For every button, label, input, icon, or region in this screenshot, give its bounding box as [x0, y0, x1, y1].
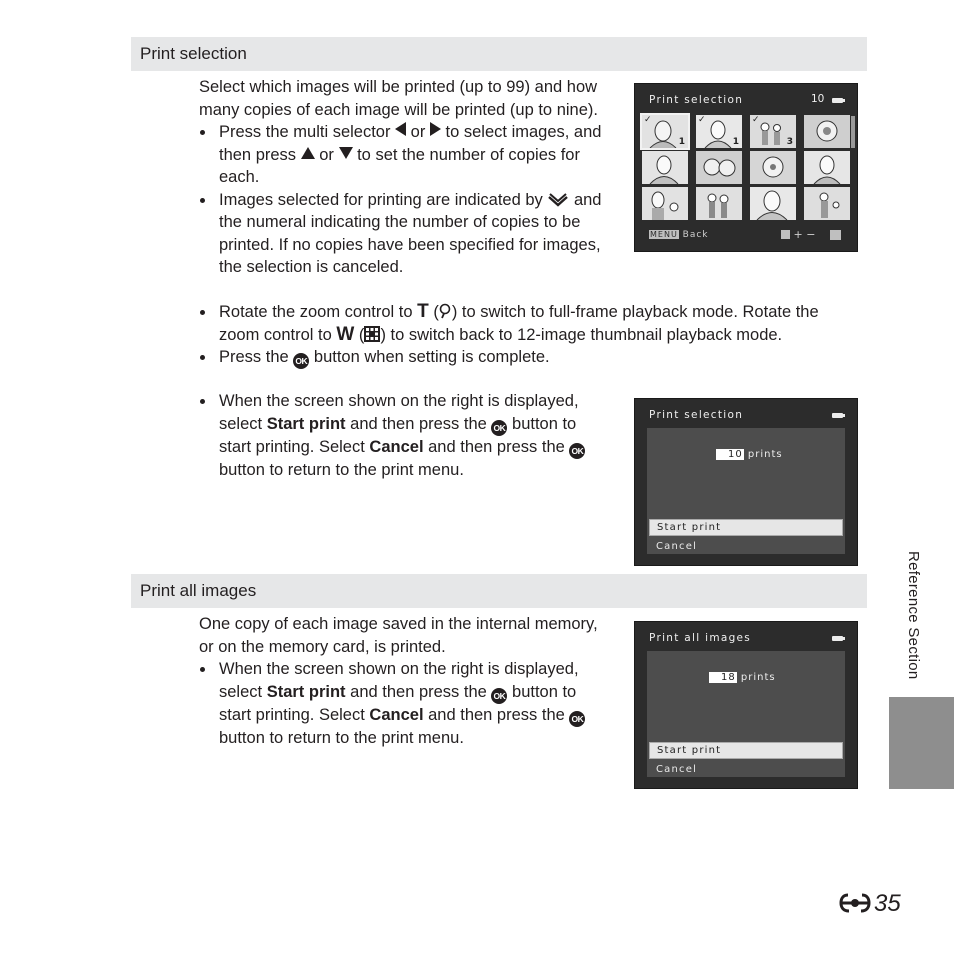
thumbnail[interactable] — [750, 115, 796, 148]
ok-button-icon: OK — [569, 443, 585, 459]
down-arrow-icon — [339, 147, 353, 159]
camera-screen-thumbnails — [634, 83, 858, 252]
section-heading-text: Print selection — [140, 44, 247, 63]
ok-button-icon: OK — [569, 711, 585, 727]
magnifier-icon — [830, 230, 841, 240]
flower-image — [696, 151, 742, 184]
section-heading-text: Print all images — [140, 581, 257, 600]
scrollbar[interactable] — [851, 116, 855, 148]
bullet-text: to set the number of copies for each. — [219, 145, 580, 186]
screen-title: Print selection — [649, 409, 744, 421]
cancel-option[interactable]: Cancel — [656, 541, 698, 552]
bullet-text: and then press the — [428, 705, 565, 724]
camera-screen-print-selection — [634, 398, 858, 566]
bullet-text: and the numeral indicating the number of copies to be printed. If no copies have been specified for images, the selection is canceled. — [219, 190, 602, 276]
bullet-text: Images selected for printing are indicated by — [219, 190, 543, 209]
bullet-selected-indicator — [199, 189, 604, 279]
cancel-option[interactable]: Cancel — [656, 764, 698, 775]
portrait-image — [642, 187, 688, 220]
portrait-image — [642, 151, 688, 184]
thumbnail[interactable] — [642, 187, 688, 220]
up-arrow-icon — [301, 147, 315, 159]
back-hint — [649, 230, 709, 240]
copy-count: 1 — [678, 137, 685, 147]
print-count — [716, 449, 783, 460]
family-image — [804, 187, 850, 220]
menu-button-icon: MENU — [650, 230, 678, 239]
ok-button-icon: OK — [491, 420, 507, 436]
section1-body — [199, 76, 604, 279]
bullet-multi-selector — [199, 121, 604, 189]
bullet-text: or — [319, 145, 334, 164]
thumbnail-grid — [640, 112, 848, 222]
zoom-symbols: + − — [793, 228, 816, 241]
thumbnail[interactable] — [804, 187, 850, 220]
thumbnail[interactable] — [696, 115, 742, 148]
section-heading-print-selection — [131, 37, 867, 71]
section2-intro: One copy of each image saved in the internal memory, or on the memory card, is printed. — [199, 615, 598, 656]
zoom-hint — [781, 228, 815, 241]
print-count — [709, 672, 776, 683]
thumbnail[interactable] — [696, 151, 742, 184]
bullet-text: button to start printing. Select — [219, 682, 577, 724]
battery-icon — [832, 413, 843, 418]
start-print-term: Start print — [266, 682, 346, 701]
family-image — [696, 187, 742, 220]
right-arrow-icon — [430, 122, 441, 136]
thumbnail-grid-icon — [364, 326, 380, 342]
flower-image — [750, 151, 796, 184]
screen-count: 10 — [811, 93, 825, 105]
bullet-start-print — [199, 658, 609, 749]
start-print-option[interactable]: Start print — [649, 519, 843, 536]
zoom-t-label: T — [417, 301, 429, 322]
section-thumb-tab — [889, 697, 954, 789]
section-heading-print-all — [131, 574, 867, 608]
bullet-text: button when setting is complete. — [313, 348, 550, 366]
camera-screen-print-all — [634, 621, 858, 789]
print-count-value: 18 — [709, 672, 737, 683]
page-number-value: 35 — [874, 890, 901, 917]
flower-image — [804, 115, 850, 148]
cancel-term: Cancel — [369, 705, 424, 724]
bullet-zoom-control: Rotate the zoom control to T ( ) to switch to full-frame playback mode. Rotate the zoom control to W ( ) to switch back to 12-image thumbnail playback mode. — [199, 301, 849, 346]
bullet-text: button to return to the print menu. — [219, 728, 464, 747]
start-print-option[interactable]: Start print — [649, 742, 843, 759]
bullet-text: When the screen shown on the right is displayed, select — [219, 660, 579, 701]
battery-icon — [832, 636, 843, 641]
thumbnail[interactable] — [804, 151, 850, 184]
thumbnail[interactable] — [642, 115, 688, 148]
zoom-w-label: W — [336, 323, 355, 345]
reference-section-icon — [838, 892, 872, 914]
left-arrow-icon — [395, 122, 406, 136]
section1-body-start — [199, 390, 609, 481]
copy-count: 1 — [732, 137, 739, 147]
screen-title: Print selection — [649, 94, 744, 106]
bullet-text: Rotate the zoom control to — [219, 303, 413, 321]
print-mark-icon: ✓ — [752, 115, 760, 125]
bullet-press-ok — [199, 346, 849, 369]
print-mark-icon — [547, 193, 569, 207]
ok-button-icon: OK — [293, 353, 309, 369]
bullet-text: Press the multi selector — [219, 123, 391, 141]
bullet-text: to select images, and then press — [219, 123, 602, 164]
bullet-text: and then press the — [428, 437, 565, 456]
back-label: Back — [682, 230, 709, 240]
bullet-text: When the screen shown on the right is displayed, select — [219, 392, 579, 433]
thumbnail[interactable] — [804, 115, 850, 148]
thumbnail[interactable] — [750, 187, 796, 220]
thumbnail[interactable] — [696, 187, 742, 220]
section2-body — [199, 613, 609, 749]
portrait-image — [804, 151, 850, 184]
bullet-text: button to return to the print menu. — [219, 460, 464, 479]
page-number — [838, 890, 901, 918]
bullet-text: button to start printing. Select — [219, 414, 577, 456]
section1-body-wide — [199, 301, 849, 369]
bullet-text: or — [410, 123, 426, 141]
bullet-text: and then press the — [350, 414, 487, 433]
section1-intro: Select which images will be printed (up to 99) and how many copies of each image will be printed (up to nine). — [199, 78, 598, 119]
thumbnail[interactable] — [642, 151, 688, 184]
start-print-term: Start print — [266, 414, 346, 433]
cancel-term: Cancel — [369, 437, 424, 456]
bullet-start-print — [199, 390, 609, 481]
thumbnail[interactable] — [750, 151, 796, 184]
battery-icon — [832, 98, 843, 103]
screen-title: Print all images — [649, 632, 752, 644]
magnifier-icon — [439, 303, 452, 319]
copy-count: 3 — [786, 137, 793, 147]
bullet-text: and then press the — [350, 682, 487, 701]
portrait-image — [750, 187, 796, 220]
zoom-control-icon — [781, 230, 790, 239]
bullet-text: Press the — [219, 348, 289, 366]
bullet-text: ) to switch back to 12-image thumbnail playback mode. — [380, 325, 783, 344]
ok-button-icon: OK — [491, 688, 507, 704]
print-mark-icon: ✓ — [698, 115, 706, 125]
print-count-unit: prints — [747, 449, 783, 460]
side-section-label: Reference Section — [905, 551, 922, 680]
print-mark-icon: ✓ — [644, 115, 652, 125]
print-count-unit: prints — [740, 672, 776, 683]
bullet-text: ) to switch to full-frame playback mode. Rotate the zoom control to — [219, 303, 819, 344]
print-count-value: 10 — [716, 449, 744, 460]
